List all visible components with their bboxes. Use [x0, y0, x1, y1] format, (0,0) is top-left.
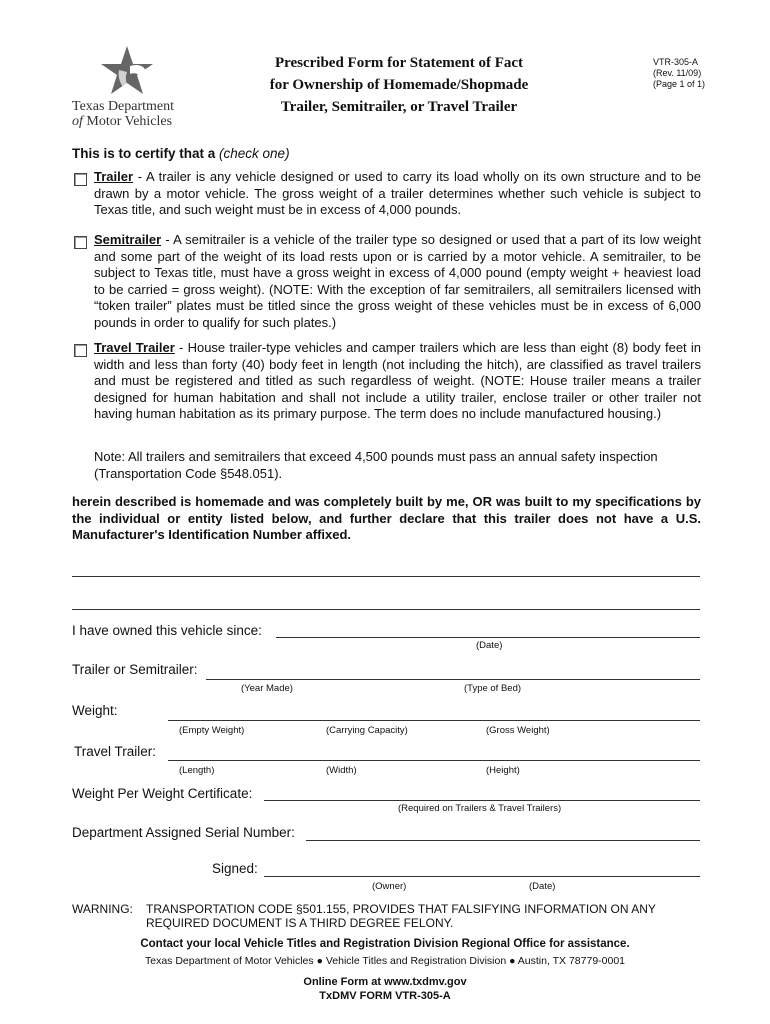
blank-line-2[interactable]: [72, 609, 700, 610]
bullet-icon: ●: [316, 955, 323, 967]
trailer-semitrailer-field[interactable]: [206, 679, 700, 680]
warning-label: WARNING:: [72, 902, 133, 916]
semitrailer-definition: [94, 232, 701, 331]
travel-trailer-text: - House trailer-type vehicles and camper trailers which are less than eight (8) body feet in width and less than forty (40) body feet in length (not including the hitch), are classified as travel trailers and must be registered and titled as such regardless of weight. (NOTE: House trailer means a trailer designed for human habitation and shall not include a utility trailer, enclose trailer or other trailer not having human habitation as its primary purpose. The term does no include manufactured housing.): [94, 340, 701, 421]
weight-certificate-label: Weight Per Weight Certificate:: [72, 786, 253, 801]
gross-weight-caption: (Gross Weight): [486, 725, 550, 736]
trailer-term: Trailer: [94, 169, 134, 184]
year-made-caption: (Year Made): [241, 683, 293, 694]
agency-of: of: [72, 114, 83, 129]
travel-trailer-term: Travel Trailer: [94, 340, 175, 355]
address-agency: Texas Department of Motor Vehicles: [144, 955, 314, 967]
form-number: VTR-305-A: [653, 57, 699, 67]
travel-trailer-field[interactable]: [168, 760, 700, 761]
signed-date-caption: (Date): [529, 881, 556, 892]
semitrailer-text: - A semitrailer is a vehicle of the trailer type so designed or used that a part of its low weight and some part of the weight of its load rests upon or is carried by a motor vehicle. A semitrailer, to be subject to Texas title, must have a gross weight in excess of 4,000 pound (empty weight + heaviest load to be carried = gross weight). (NOTE: With the exception of far semitrailers, all semitrailers licensed with “token trailer” plates must be titled since the gross weight of these vehicles must be in excess of 6,000 pounds in order to qualify for such plates.): [94, 232, 701, 330]
travel-trailer-definition: [94, 340, 701, 423]
warning-text: TRANSPORTATION CODE §501.155, PROVIDES THAT FALSIFYING INFORMATION ON ANY REQUIRED DOCUMENT IS A THIRD DEGREE FELONY.: [146, 902, 656, 930]
online-form-line: Online Form at www.txdmv.gov: [303, 976, 467, 988]
page-number: (Page 1 of 1): [653, 79, 706, 89]
width-caption: (Width): [326, 765, 357, 776]
semitrailer-checkbox[interactable]: [74, 236, 87, 249]
certify-lead: This is to certify that a: [72, 146, 220, 161]
declaration-text: herein described is homemade and was completely built by me, OR was built to my specifications by the individual or entity listed below, and further declare that this trailer does not have a U.S. Manufacturer's Identification Number affixed.: [72, 494, 701, 542]
agency-name-line2: [72, 114, 172, 129]
contact-line: Contact your local Vehicle Titles and Registration Division Regional Office for assistance.: [140, 938, 630, 950]
form-title: [240, 52, 558, 118]
inspection-note: Note: All trailers and semitrailers that exceed 4,500 pounds must pass an annual safety inspection (Transportation Code §548.051).: [94, 449, 658, 481]
travel-trailer-label: Travel Trailer:: [74, 744, 157, 759]
owned-since-date-field[interactable]: [276, 637, 700, 638]
form-footer-id: TxDMV FORM VTR-305-A: [319, 990, 451, 1002]
owner-caption: (Owner): [372, 881, 407, 892]
address-line: [60, 955, 710, 967]
length-caption: (Length): [179, 765, 215, 776]
type-of-bed-caption: (Type of Bed): [464, 683, 522, 694]
title-line-2: for Ownership of Homemade/Shopmade: [269, 77, 529, 93]
title-line-3: Trailer, Semitrailer, or Travel Trailer: [280, 99, 518, 115]
semitrailer-term: Semitrailer: [94, 232, 162, 247]
weight-certificate-field[interactable]: [264, 800, 700, 801]
empty-weight-caption: (Empty Weight): [179, 725, 245, 736]
certify-check-one: (check one): [219, 146, 290, 161]
weight-certificate-caption: (Required on Trailers & Travel Trailers): [398, 803, 562, 814]
carrying-capacity-caption: (Carrying Capacity): [326, 725, 408, 736]
weight-field[interactable]: [168, 720, 700, 721]
trailer-definition: [94, 169, 701, 219]
trailer-checkbox[interactable]: [74, 173, 87, 186]
trailer-text: - A trailer is any vehicle designed or used to carry its load wholly on its own structure and to be drawn by a motor vehicle. The gross weight of a trailer determines whether such vehicle is subject to Texas title, and such weight must be in excess of 4,000 pounds.: [94, 169, 701, 217]
address-city: Austin, TX 78779-0001: [517, 955, 626, 967]
signature-field[interactable]: [264, 876, 700, 877]
owned-since-label: I have owned this vehicle since:: [72, 623, 262, 638]
bullet-icon: ●: [509, 955, 516, 967]
signed-label: Signed:: [212, 861, 258, 876]
serial-number-field[interactable]: [306, 840, 700, 841]
height-caption: (Height): [486, 765, 520, 776]
address-division: Vehicle Titles and Registration Division: [325, 955, 507, 967]
revision-date: (Rev. 11/09): [653, 68, 702, 78]
agency-motor-vehicles: Motor Vehicles: [86, 114, 173, 129]
star-logo-icon: [97, 44, 157, 102]
serial-number-label: Department Assigned Serial Number:: [72, 825, 295, 840]
form-id-block: [653, 57, 705, 90]
certify-heading: [72, 146, 290, 161]
agency-name-line1: Texas Department: [72, 99, 175, 114]
weight-label: Weight:: [72, 703, 118, 718]
owned-since-date-caption: (Date): [476, 640, 503, 651]
blank-line-1[interactable]: [72, 576, 700, 577]
txdmv-logo: [70, 44, 190, 130]
travel-trailer-checkbox[interactable]: [74, 344, 87, 357]
trailer-semitrailer-label: Trailer or Semitrailer:: [72, 662, 198, 677]
title-line-1: Prescribed Form for Statement of Fact: [274, 55, 524, 71]
